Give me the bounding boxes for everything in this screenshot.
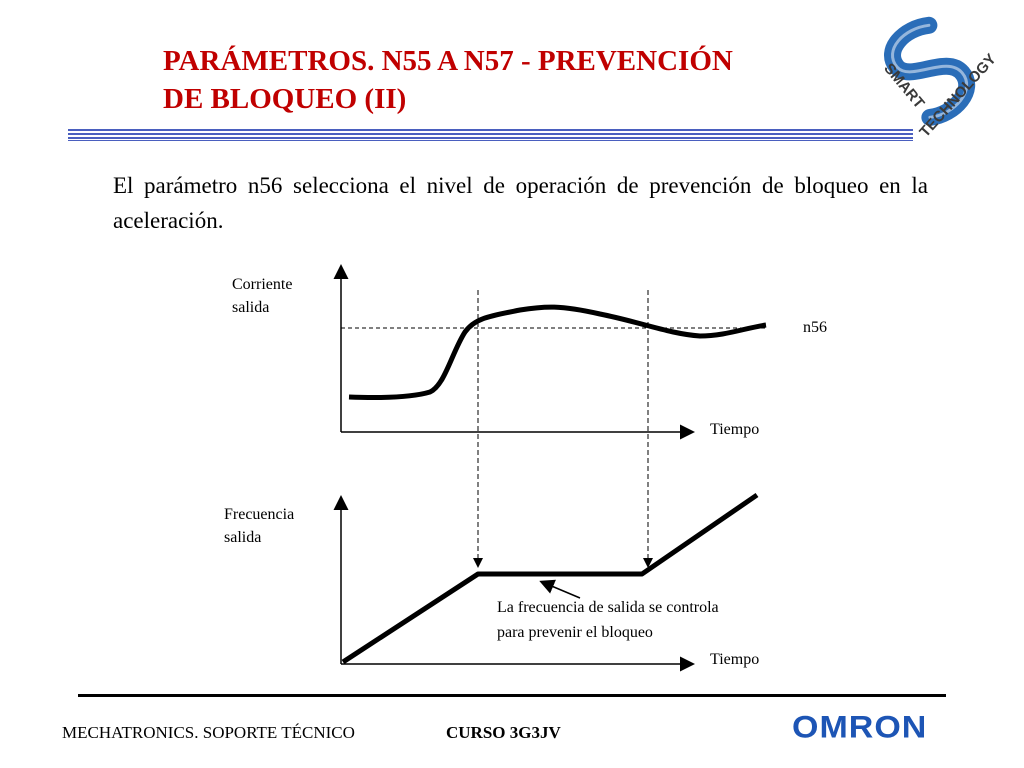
n56-threshold-label: n56 xyxy=(803,319,827,336)
intro-paragraph: El parámetro n56 selecciona el nivel de operación de prevención de bloqueo en la aceleración. xyxy=(113,173,928,233)
frequency-y-label-line-1: Frecuencia xyxy=(224,506,295,523)
footer-department: MECHATRONICS. SOPORTE TÉCNICO xyxy=(62,723,355,742)
annotation-line-2: para prevenir el bloqueo xyxy=(497,624,653,641)
logo-word-smart: SMART xyxy=(880,60,928,112)
current-x-label: Tiempo xyxy=(710,421,760,438)
footer-divider xyxy=(78,694,946,697)
title-line-1: PARÁMETROS. N55 A N57 - PREVENCIÓN xyxy=(163,45,733,77)
output-current-curve xyxy=(349,307,766,397)
current-y-label-line-2: salida xyxy=(232,299,270,316)
frequency-x-label: Tiempo xyxy=(710,651,760,668)
title-line-2: DE BLOQUEO (II) xyxy=(163,83,407,115)
logo-word-technology: TECHNOLOGY xyxy=(916,50,1000,141)
annotation-line-1: La frecuencia de salida se controla xyxy=(497,599,719,616)
current-y-label-line-1: Corriente xyxy=(232,276,293,293)
frequency-y-label-line-2: salida xyxy=(224,529,262,546)
annotation-pointer xyxy=(542,582,580,598)
footer-course: CURSO 3G3JV xyxy=(446,723,561,742)
omron-logo: OMRON xyxy=(792,710,928,745)
